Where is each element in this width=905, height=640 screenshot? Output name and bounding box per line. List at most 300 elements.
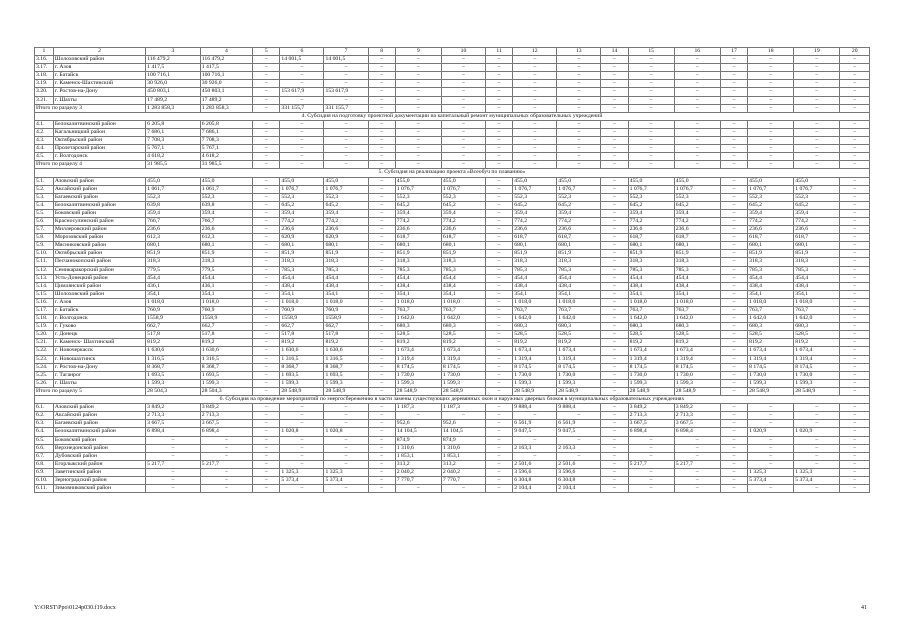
table-cell: –	[485, 266, 512, 274]
table-cell: –	[368, 282, 395, 290]
table-cell: –	[280, 120, 324, 128]
table-cell: –	[253, 428, 280, 436]
table-row	[35, 331, 870, 339]
table-cell: –	[368, 404, 395, 412]
table-cell: –	[794, 452, 840, 460]
table-cell: –	[253, 355, 280, 363]
table-cell: –	[253, 404, 280, 412]
table-row	[35, 274, 870, 282]
table-cell: –	[794, 80, 840, 88]
table-cell: –	[324, 436, 368, 444]
table-cell: –	[485, 412, 512, 420]
table-cell: –	[720, 428, 747, 436]
table-cell: –	[840, 363, 870, 371]
table-cell: 1 319,4	[628, 355, 674, 363]
table-cell: –	[441, 56, 485, 64]
table-cell: –	[368, 185, 395, 193]
table-cell: 359,4	[794, 209, 840, 217]
column-number-header: 2	[53, 48, 145, 56]
section-heading: 6. Субсидия на проведение мероприятий по энергосбережению в части замены существующих деревянных окон и наружных дверных блоков в муниципальных образовательных учреждениях	[35, 396, 870, 404]
table-cell: 552,3	[441, 193, 485, 201]
table-cell: –	[368, 476, 395, 484]
table-cell: –	[748, 64, 794, 72]
table-cell: 1 319,4	[748, 355, 794, 363]
table-cell: –	[200, 436, 252, 444]
table-cell: 438,4	[628, 282, 674, 290]
table-cell: 354,1	[395, 290, 441, 298]
table-cell: –	[748, 128, 794, 136]
section-heading-row	[35, 169, 870, 177]
table-cell: 645,2	[280, 201, 324, 209]
municipality-name: г. Азов	[53, 64, 145, 72]
table-cell: –	[794, 88, 840, 96]
table-cell: –	[368, 153, 395, 161]
table-cell: 318,3	[557, 258, 601, 266]
table-cell: –	[748, 56, 794, 64]
table-cell: –	[368, 209, 395, 217]
table-cell: –	[485, 371, 512, 379]
row-number: 5.12.	[35, 266, 54, 274]
table-cell: 438,4	[674, 282, 720, 290]
table-cell: 1 599,3	[557, 379, 601, 387]
table-cell: –	[601, 193, 628, 201]
table-cell: –	[720, 145, 747, 153]
table-cell: –	[601, 56, 628, 64]
table-cell: 819,2	[280, 339, 324, 347]
table-row	[35, 436, 870, 444]
table-row	[35, 452, 870, 460]
row-number: 5.1.	[35, 177, 54, 185]
table-cell: –	[513, 80, 557, 88]
table-cell: 236,6	[200, 226, 252, 234]
table-row	[35, 201, 870, 209]
table-cell: 1 599,3	[513, 379, 557, 387]
table-cell: –	[628, 56, 674, 64]
table-cell: –	[720, 128, 747, 136]
table-cell: –	[441, 412, 485, 420]
table-cell: –	[441, 161, 485, 169]
municipality-name: г. Таганрог	[53, 371, 145, 379]
table-cell: 1 310,6	[395, 444, 441, 452]
table-cell: 1 316,5	[324, 355, 368, 363]
table-cell: 1 187,3	[441, 404, 485, 412]
table-cell: –	[280, 72, 324, 80]
table-cell: –	[485, 347, 512, 355]
table-cell: –	[324, 460, 368, 468]
table-cell: 354,1	[513, 290, 557, 298]
table-cell: 1 599,3	[674, 379, 720, 387]
table-cell: 1 630,6	[200, 347, 252, 355]
table-cell: –	[280, 412, 324, 420]
table-cell: 454,4	[200, 274, 252, 282]
table-cell: 1 325,3	[280, 468, 324, 476]
table-cell: 517,8	[324, 331, 368, 339]
table-cell: 1 076,7	[441, 185, 485, 193]
table-cell: –	[280, 404, 324, 412]
table-cell: 612,3	[200, 234, 252, 242]
table-cell: –	[395, 64, 441, 72]
column-number-header-row	[35, 48, 870, 56]
table-cell: 454,4	[674, 274, 720, 282]
table-cell: –	[840, 177, 870, 185]
row-number: 3.16.	[35, 56, 54, 64]
table-cell: –	[253, 120, 280, 128]
table-cell: 2 040,2	[441, 468, 485, 476]
table-cell: 1 730,0	[794, 371, 840, 379]
table-cell: 354,1	[441, 290, 485, 298]
table-cell: –	[395, 56, 441, 64]
table-cell: 1 325,3	[794, 468, 840, 476]
table-cell: 645,2	[395, 201, 441, 209]
table-cell: 236,6	[513, 226, 557, 234]
row-number: 5.17.	[35, 307, 54, 315]
table-cell: 1 319,4	[513, 355, 557, 363]
table-cell: 2 713,3	[628, 412, 674, 420]
table-cell: 528,5	[557, 331, 601, 339]
document-file-path: Y:\ORST\Ppo\0124p030.f19.docx	[34, 605, 116, 611]
table-cell: 552,3	[395, 193, 441, 201]
total-label: Итого по разделу 3	[35, 104, 146, 112]
table-cell: 785,3	[441, 266, 485, 274]
table-cell: –	[674, 444, 720, 452]
table-cell: –	[720, 339, 747, 347]
table-cell: 318,3	[674, 258, 720, 266]
table-cell: 528,5	[748, 331, 794, 339]
table-cell: –	[324, 80, 368, 88]
table-cell: 28 548,9	[628, 387, 674, 395]
table-cell: 454,4	[146, 274, 201, 282]
table-cell: 680,1	[395, 242, 441, 250]
table-cell: –	[601, 88, 628, 96]
municipality-name: Белокалитвинский район	[53, 120, 145, 128]
table-cell: 785,3	[513, 266, 557, 274]
table-cell: 680,1	[513, 242, 557, 250]
table-cell: 3 667,5	[200, 420, 252, 428]
table-cell: –	[368, 387, 395, 395]
table-cell: –	[395, 485, 441, 493]
table-cell: –	[720, 290, 747, 298]
municipality-name: Багаевский район	[53, 193, 145, 201]
table-cell: 1 599,3	[748, 379, 794, 387]
table-cell: 354,1	[748, 290, 794, 298]
table-cell: 645,2	[324, 201, 368, 209]
table-cell: 236,6	[628, 226, 674, 234]
table-cell: 1 599,3	[441, 379, 485, 387]
municipality-name: г. Новочеркасск	[53, 347, 145, 355]
table-cell: –	[280, 436, 324, 444]
table-cell: 680,1	[441, 242, 485, 250]
table-cell: –	[368, 485, 395, 493]
table-cell: –	[280, 96, 324, 104]
table-cell: 1 642,0	[441, 315, 485, 323]
table-cell: 851,9	[146, 250, 201, 258]
table-cell: –	[253, 307, 280, 315]
table-cell: –	[840, 476, 870, 484]
row-number: 5.15.	[35, 290, 54, 298]
table-cell: 438,4	[395, 282, 441, 290]
row-number: 6.7.	[35, 452, 54, 460]
table-cell: –	[840, 323, 870, 331]
table-cell: 359,4	[146, 209, 201, 217]
table-cell: –	[441, 96, 485, 104]
table-cell: –	[441, 120, 485, 128]
row-number: 4.5.	[35, 153, 54, 161]
table-cell: –	[253, 420, 280, 428]
table-cell: 760,9	[146, 307, 201, 315]
table-cell: 9 888,4	[557, 404, 601, 412]
municipality-name: Семикаракорский район	[53, 266, 145, 274]
table-cell: –	[485, 387, 512, 395]
column-number-header: 17	[720, 48, 747, 56]
table-cell: –	[485, 298, 512, 306]
column-number-header: 18	[748, 48, 794, 56]
table-cell: –	[720, 476, 747, 484]
table-cell: –	[601, 266, 628, 274]
table-cell: 552,3	[324, 193, 368, 201]
table-cell: –	[601, 80, 628, 88]
table-cell: 1 319,4	[557, 355, 601, 363]
table-row	[35, 56, 870, 64]
table-cell: –	[485, 128, 512, 136]
table-cell: –	[513, 56, 557, 64]
table-cell: 774,2	[513, 217, 557, 225]
table-row	[35, 96, 870, 104]
table-cell: –	[720, 201, 747, 209]
table-cell: 5 767,1	[146, 145, 201, 153]
table-cell: 236,6	[324, 226, 368, 234]
table-row	[35, 468, 870, 476]
table-cell: 1 693,5	[324, 371, 368, 379]
table-cell: –	[253, 177, 280, 185]
table-cell: 819,2	[200, 339, 252, 347]
table-cell: –	[253, 476, 280, 484]
table-cell: 9 047,5	[513, 428, 557, 436]
table-row	[35, 177, 870, 185]
total-label: Итого по разделу 5	[35, 387, 146, 395]
table-cell: 774,2	[794, 217, 840, 225]
table-cell: 8 368,7	[324, 363, 368, 371]
table-cell: 1 316,5	[200, 355, 252, 363]
table-cell: –	[674, 72, 720, 80]
table-cell: 1 730,0	[395, 371, 441, 379]
table-cell: 618,7	[748, 234, 794, 242]
municipality-name: Кагальницкий район	[53, 128, 145, 136]
table-cell: 1 730,0	[441, 371, 485, 379]
table-cell: –	[324, 444, 368, 452]
table-cell: –	[601, 209, 628, 217]
table-cell: –	[485, 88, 512, 96]
table-cell: 2 040,2	[395, 468, 441, 476]
table-cell: –	[253, 209, 280, 217]
table-cell: 1 018,0	[557, 298, 601, 306]
table-cell: –	[368, 412, 395, 420]
table-cell: 1 076,7	[395, 185, 441, 193]
table-cell: 359,4	[628, 209, 674, 217]
table-cell: 851,9	[324, 250, 368, 258]
table-cell: –	[368, 379, 395, 387]
table-cell: 785,3	[674, 266, 720, 274]
table-cell: –	[557, 56, 601, 64]
row-number: 3.18.	[35, 72, 54, 80]
table-cell: –	[253, 193, 280, 201]
table-cell: –	[513, 96, 557, 104]
table-cell: 763,7	[794, 307, 840, 315]
row-number: 6.4.	[35, 428, 54, 436]
column-number-header: 13	[557, 48, 601, 56]
column-number-header: 14	[601, 48, 628, 56]
table-cell: 28 504,3	[146, 387, 201, 395]
table-cell: –	[628, 161, 674, 169]
table-cell: –	[720, 307, 747, 315]
row-number: 5.22.	[35, 347, 54, 355]
table-cell: –	[395, 80, 441, 88]
table-cell: –	[628, 452, 674, 460]
row-number: 5.11.	[35, 258, 54, 266]
table-cell: –	[485, 258, 512, 266]
table-cell: –	[794, 420, 840, 428]
municipality-name: Октябрьский район	[53, 250, 145, 258]
table-cell: 1 673,4	[628, 347, 674, 355]
table-cell: –	[720, 387, 747, 395]
table-cell: –	[794, 412, 840, 420]
table-row	[35, 137, 870, 145]
table-cell: 28 548,9	[441, 387, 485, 395]
table-cell: 9 888,4	[513, 404, 557, 412]
row-number: 4.4.	[35, 145, 54, 153]
table-cell: 6 304,8	[513, 476, 557, 484]
table-cell: –	[324, 485, 368, 493]
table-cell: –	[748, 145, 794, 153]
table-cell: –	[368, 331, 395, 339]
table-cell: 454,4	[794, 274, 840, 282]
table-cell: –	[720, 96, 747, 104]
table-cell: 1 076,7	[674, 185, 720, 193]
table-cell: –	[601, 371, 628, 379]
table-cell: –	[280, 444, 324, 452]
table-cell: 774,2	[324, 217, 368, 225]
table-cell: 28 548,9	[324, 387, 368, 395]
table-cell: –	[720, 242, 747, 250]
table-cell: 680,1	[794, 242, 840, 250]
table-cell: 6 898,4	[200, 428, 252, 436]
table-cell: –	[368, 137, 395, 145]
table-cell: 1 599,3	[395, 379, 441, 387]
table-cell: –	[485, 420, 512, 428]
table-cell: 680,1	[280, 242, 324, 250]
table-cell: 618,7	[441, 234, 485, 242]
table-cell: –	[146, 452, 201, 460]
table-cell: –	[395, 104, 441, 112]
table-row	[35, 290, 870, 298]
table-cell: –	[720, 64, 747, 72]
municipality-name: г. Каменск-Шахтинский	[53, 80, 145, 88]
table-cell: –	[794, 120, 840, 128]
table-cell: –	[253, 153, 280, 161]
table-cell: –	[557, 80, 601, 88]
table-cell: 354,1	[674, 290, 720, 298]
table-cell: –	[324, 452, 368, 460]
table-cell: 455,0	[200, 177, 252, 185]
table-cell: 1 018,0	[628, 298, 674, 306]
table-cell: –	[200, 485, 252, 493]
table-cell: 5 217,7	[200, 460, 252, 468]
table-cell: 455,0	[146, 177, 201, 185]
table-cell: –	[628, 485, 674, 493]
table-cell: –	[253, 282, 280, 290]
table-cell: 236,6	[395, 226, 441, 234]
table-cell: 785,3	[794, 266, 840, 274]
table-cell: –	[280, 64, 324, 72]
table-cell: –	[840, 460, 870, 468]
table-cell: –	[601, 290, 628, 298]
municipality-name: Песчанокопский район	[53, 258, 145, 266]
table-cell: –	[748, 120, 794, 128]
table-cell: –	[368, 128, 395, 136]
municipality-name: Пролетарский район	[53, 145, 145, 153]
table-cell: 819,2	[513, 339, 557, 347]
column-number-header: 11	[485, 48, 512, 56]
table-cell: 1 187,3	[395, 404, 441, 412]
table-cell: 618,7	[628, 234, 674, 242]
table-cell: 680,1	[674, 242, 720, 250]
table-cell: –	[720, 72, 747, 80]
table-cell: –	[324, 128, 368, 136]
page-number: 41	[861, 605, 867, 611]
table-cell: 359,4	[441, 209, 485, 217]
table-cell: 3 667,5	[674, 420, 720, 428]
table-cell: –	[720, 185, 747, 193]
table-cell: 528,5	[513, 331, 557, 339]
table-cell: –	[395, 120, 441, 128]
table-cell: –	[674, 436, 720, 444]
table-cell: 7 708,3	[200, 137, 252, 145]
table-cell: –	[720, 347, 747, 355]
table-cell: –	[368, 145, 395, 153]
table-cell: –	[674, 137, 720, 145]
table-cell: 7 708,3	[146, 137, 201, 145]
table-cell: –	[840, 428, 870, 436]
table-cell: 1 018,0	[441, 298, 485, 306]
table-cell: 1 630,6	[280, 347, 324, 355]
table-cell: 354,1	[324, 290, 368, 298]
table-cell: 2 104,4	[557, 485, 601, 493]
table-cell: –	[368, 460, 395, 468]
table-cell: 4 618,2	[200, 153, 252, 161]
table-cell: –	[840, 485, 870, 493]
table-cell: –	[601, 436, 628, 444]
table-cell: 1 020,9	[748, 428, 794, 436]
municipality-name: Зерноградский район	[53, 476, 145, 484]
table-cell: –	[628, 468, 674, 476]
table-cell: –	[368, 298, 395, 306]
table-cell: –	[485, 177, 512, 185]
table-cell: –	[485, 436, 512, 444]
table-cell: –	[485, 226, 512, 234]
table-cell: –	[601, 331, 628, 339]
table-cell: 1 076,7	[628, 185, 674, 193]
table-cell: –	[324, 120, 368, 128]
table-row	[35, 120, 870, 128]
table-cell: –	[720, 404, 747, 412]
table-cell: –	[840, 64, 870, 72]
table-cell: 8 368,7	[200, 363, 252, 371]
table-cell: –	[513, 161, 557, 169]
row-number: 3.17.	[35, 64, 54, 72]
table-row	[35, 428, 870, 436]
table-cell: –	[368, 307, 395, 315]
table-cell: 1 076,7	[324, 185, 368, 193]
table-cell: 236,6	[441, 226, 485, 234]
